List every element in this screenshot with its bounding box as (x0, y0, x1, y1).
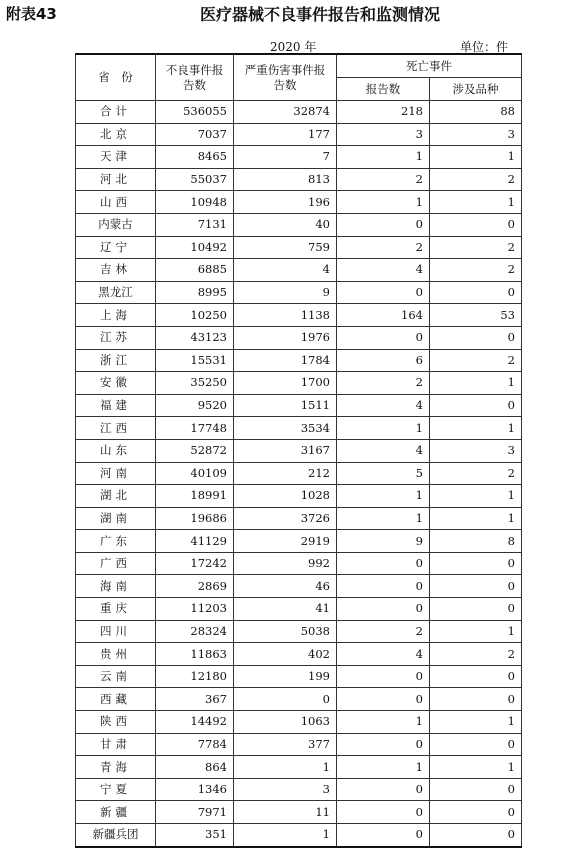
province-cell: 安徽 (76, 372, 156, 395)
serious-injury-cell: 3 (234, 778, 337, 801)
province-cell: 湖北 (76, 485, 156, 508)
death-reports-cell: 218 (337, 101, 430, 124)
unit-label: 单位：件 (460, 40, 509, 54)
adverse-reports-cell: 12180 (156, 665, 234, 688)
death-reports-cell: 0 (337, 778, 430, 801)
death-varieties-cell: 1 (430, 191, 522, 214)
serious-injury-cell: 1063 (234, 711, 337, 734)
table-row (76, 259, 522, 282)
death-varieties-cell: 0 (430, 733, 522, 756)
death-varieties-cell: 0 (430, 326, 522, 349)
table-row (76, 733, 522, 756)
death-reports-cell: 2 (337, 236, 430, 259)
table-body (76, 101, 522, 847)
adverse-reports-cell: 7037 (156, 123, 234, 146)
death-varieties-cell: 1 (430, 485, 522, 508)
adverse-reports-cell: 18991 (156, 485, 234, 508)
adverse-reports-cell: 10948 (156, 191, 234, 214)
serious-injury-cell: 3534 (234, 417, 337, 440)
adverse-reports-cell: 11863 (156, 643, 234, 666)
adverse-reports-cell: 35250 (156, 372, 234, 395)
death-reports-cell: 0 (337, 281, 430, 304)
death-varieties-cell: 0 (430, 213, 522, 236)
adverse-reports-cell: 1346 (156, 778, 234, 801)
serious-injury-cell: 1511 (234, 394, 337, 417)
death-reports-cell: 1 (337, 485, 430, 508)
table-row (76, 575, 522, 598)
table-row (76, 417, 522, 440)
death-varieties-cell: 2 (430, 643, 522, 666)
death-reports-cell: 1 (337, 507, 430, 530)
serious-injury-cell: 177 (234, 123, 337, 146)
adverse-reports-cell: 41129 (156, 530, 234, 553)
death-reports-cell: 0 (337, 326, 430, 349)
serious-injury-cell: 46 (234, 575, 337, 598)
province-cell: 山东 (76, 439, 156, 462)
death-reports-cell: 0 (337, 598, 430, 621)
table-row (76, 620, 522, 643)
death-varieties-cell: 1 (430, 507, 522, 530)
table-row (76, 349, 522, 372)
province-cell: 合计 (76, 101, 156, 124)
serious-injury-cell: 1700 (234, 372, 337, 395)
adverse-reports-cell: 351 (156, 824, 234, 847)
adverse-reports-cell: 17748 (156, 417, 234, 440)
serious-injury-cell: 992 (234, 552, 337, 575)
province-cell: 上海 (76, 304, 156, 327)
death-reports-cell: 2 (337, 372, 430, 395)
death-varieties-cell: 88 (430, 101, 522, 124)
statistics-table (75, 53, 522, 848)
adverse-reports-cell: 17242 (156, 552, 234, 575)
serious-injury-cell: 1976 (234, 326, 337, 349)
table-row (76, 394, 522, 417)
death-varieties-cell: 0 (430, 824, 522, 847)
table-row (76, 801, 522, 824)
adverse-reports-cell: 52872 (156, 439, 234, 462)
death-reports-cell: 4 (337, 643, 430, 666)
serious-injury-cell: 377 (234, 733, 337, 756)
serious-injury-cell: 3167 (234, 439, 337, 462)
serious-injury-cell: 402 (234, 643, 337, 666)
death-varieties-cell: 1 (430, 372, 522, 395)
header-death-events: 死亡事件 (337, 54, 522, 78)
death-varieties-cell: 2 (430, 259, 522, 282)
death-reports-cell: 1 (337, 146, 430, 169)
province-cell: 吉林 (76, 259, 156, 282)
serious-injury-cell: 1 (234, 756, 337, 779)
death-varieties-cell: 8 (430, 530, 522, 553)
header-death-reports: 报告数 (337, 78, 430, 101)
serious-injury-cell: 41 (234, 598, 337, 621)
adverse-reports-cell: 40109 (156, 462, 234, 485)
death-varieties-cell: 3 (430, 123, 522, 146)
serious-injury-cell: 1028 (234, 485, 337, 508)
adverse-reports-cell: 8995 (156, 281, 234, 304)
province-cell: 辽宁 (76, 236, 156, 259)
adverse-reports-cell: 14492 (156, 711, 234, 734)
serious-injury-cell: 9 (234, 281, 337, 304)
death-reports-cell: 2 (337, 168, 430, 191)
province-cell: 北京 (76, 123, 156, 146)
adverse-reports-cell: 7131 (156, 213, 234, 236)
death-reports-cell: 4 (337, 394, 430, 417)
death-varieties-cell: 0 (430, 575, 522, 598)
table-row (76, 123, 522, 146)
adverse-reports-cell: 9520 (156, 394, 234, 417)
death-varieties-cell: 0 (430, 778, 522, 801)
province-cell: 陕西 (76, 711, 156, 734)
province-cell: 广西 (76, 552, 156, 575)
province-cell: 湖南 (76, 507, 156, 530)
death-reports-cell: 0 (337, 733, 430, 756)
header-serious-injury-reports: 严重伤害事件报告数 (234, 54, 337, 101)
death-varieties-cell: 0 (430, 394, 522, 417)
serious-injury-cell: 196 (234, 191, 337, 214)
province-cell: 浙江 (76, 349, 156, 372)
province-cell: 河北 (76, 168, 156, 191)
serious-injury-cell: 212 (234, 462, 337, 485)
adverse-reports-cell: 19686 (156, 507, 234, 530)
death-varieties-cell: 1 (430, 756, 522, 779)
adverse-reports-cell: 7971 (156, 801, 234, 824)
table-row (76, 191, 522, 214)
death-reports-cell: 0 (337, 665, 430, 688)
death-varieties-cell: 0 (430, 598, 522, 621)
serious-injury-cell: 5038 (234, 620, 337, 643)
table-row (76, 101, 522, 124)
death-reports-cell: 0 (337, 213, 430, 236)
table-row (76, 643, 522, 666)
adverse-reports-cell: 6885 (156, 259, 234, 282)
table-row (76, 665, 522, 688)
table-row (76, 711, 522, 734)
death-varieties-cell: 3 (430, 439, 522, 462)
table-row (76, 281, 522, 304)
death-reports-cell: 0 (337, 824, 430, 847)
death-reports-cell: 9 (337, 530, 430, 553)
table-row (76, 304, 522, 327)
death-varieties-cell: 1 (430, 711, 522, 734)
province-cell: 福建 (76, 394, 156, 417)
death-reports-cell: 4 (337, 439, 430, 462)
serious-injury-cell: 813 (234, 168, 337, 191)
province-cell: 山西 (76, 191, 156, 214)
death-varieties-cell: 2 (430, 168, 522, 191)
province-cell: 广东 (76, 530, 156, 553)
table-row (76, 756, 522, 779)
death-varieties-cell: 53 (430, 304, 522, 327)
table-row (76, 530, 522, 553)
death-reports-cell: 1 (337, 417, 430, 440)
table-row (76, 236, 522, 259)
death-reports-cell: 1 (337, 191, 430, 214)
adverse-reports-cell: 10250 (156, 304, 234, 327)
adverse-reports-cell: 2869 (156, 575, 234, 598)
adverse-reports-cell: 15531 (156, 349, 234, 372)
province-cell: 重庆 (76, 598, 156, 621)
adverse-reports-cell: 10492 (156, 236, 234, 259)
death-reports-cell: 0 (337, 688, 430, 711)
header-province: 省 份 (76, 54, 156, 101)
death-reports-cell: 0 (337, 575, 430, 598)
province-cell: 天津 (76, 146, 156, 169)
serious-injury-cell: 2919 (234, 530, 337, 553)
serious-injury-cell: 199 (234, 665, 337, 688)
province-cell: 宁夏 (76, 778, 156, 801)
death-varieties-cell: 2 (430, 462, 522, 485)
province-cell: 河南 (76, 462, 156, 485)
death-reports-cell: 5 (337, 462, 430, 485)
year-label: 2020 年 (270, 40, 317, 54)
header-death-varieties: 涉及品种 (430, 78, 522, 101)
death-varieties-cell: 0 (430, 281, 522, 304)
death-reports-cell: 1 (337, 711, 430, 734)
province-cell: 甘肃 (76, 733, 156, 756)
table-row (76, 439, 522, 462)
adverse-reports-cell: 367 (156, 688, 234, 711)
table-row (76, 778, 522, 801)
serious-injury-cell: 0 (234, 688, 337, 711)
table-row (76, 372, 522, 395)
adverse-reports-cell: 43123 (156, 326, 234, 349)
province-cell: 青海 (76, 756, 156, 779)
death-varieties-cell: 2 (430, 349, 522, 372)
death-varieties-cell: 0 (430, 665, 522, 688)
table-row (76, 213, 522, 236)
death-reports-cell: 2 (337, 620, 430, 643)
province-cell: 海南 (76, 575, 156, 598)
adverse-reports-cell: 864 (156, 756, 234, 779)
serious-injury-cell: 1784 (234, 349, 337, 372)
table-row (76, 462, 522, 485)
adverse-reports-cell: 536055 (156, 101, 234, 124)
death-varieties-cell: 1 (430, 417, 522, 440)
death-reports-cell: 4 (337, 259, 430, 282)
death-reports-cell: 1 (337, 756, 430, 779)
adverse-reports-cell: 7784 (156, 733, 234, 756)
province-cell: 贵州 (76, 643, 156, 666)
death-reports-cell: 0 (337, 552, 430, 575)
adverse-reports-cell: 55037 (156, 168, 234, 191)
province-cell: 新疆 (76, 801, 156, 824)
serious-injury-cell: 11 (234, 801, 337, 824)
death-varieties-cell: 1 (430, 146, 522, 169)
death-varieties-cell: 0 (430, 688, 522, 711)
table-row (76, 485, 522, 508)
table-row (76, 326, 522, 349)
table-row (76, 507, 522, 530)
table-row (76, 146, 522, 169)
province-cell: 新疆兵团 (76, 824, 156, 847)
table-row (76, 824, 522, 847)
serious-injury-cell: 7 (234, 146, 337, 169)
serious-injury-cell: 4 (234, 259, 337, 282)
death-varieties-cell: 2 (430, 236, 522, 259)
appendix-label: 附表43 (6, 5, 57, 23)
table-row (76, 168, 522, 191)
table-row (76, 552, 522, 575)
adverse-reports-cell: 11203 (156, 598, 234, 621)
header-adverse-reports: 不良事件报告数 (156, 54, 234, 101)
death-varieties-cell: 0 (430, 552, 522, 575)
province-cell: 西藏 (76, 688, 156, 711)
serious-injury-cell: 759 (234, 236, 337, 259)
serious-injury-cell: 3726 (234, 507, 337, 530)
province-cell: 黑龙江 (76, 281, 156, 304)
adverse-reports-cell: 28324 (156, 620, 234, 643)
adverse-reports-cell: 8465 (156, 146, 234, 169)
province-cell: 内蒙古 (76, 213, 156, 236)
province-cell: 江西 (76, 417, 156, 440)
serious-injury-cell: 1 (234, 824, 337, 847)
death-reports-cell: 164 (337, 304, 430, 327)
death-reports-cell: 0 (337, 801, 430, 824)
serious-injury-cell: 40 (234, 213, 337, 236)
table-row (76, 598, 522, 621)
death-reports-cell: 3 (337, 123, 430, 146)
serious-injury-cell: 1138 (234, 304, 337, 327)
table-row (76, 688, 522, 711)
province-cell: 江苏 (76, 326, 156, 349)
death-varieties-cell: 1 (430, 620, 522, 643)
province-cell: 四川 (76, 620, 156, 643)
province-cell: 云南 (76, 665, 156, 688)
death-reports-cell: 6 (337, 349, 430, 372)
death-varieties-cell: 0 (430, 801, 522, 824)
page-title: 医疗器械不良事件报告和监测情况 (199, 5, 440, 24)
serious-injury-cell: 32874 (234, 101, 337, 124)
